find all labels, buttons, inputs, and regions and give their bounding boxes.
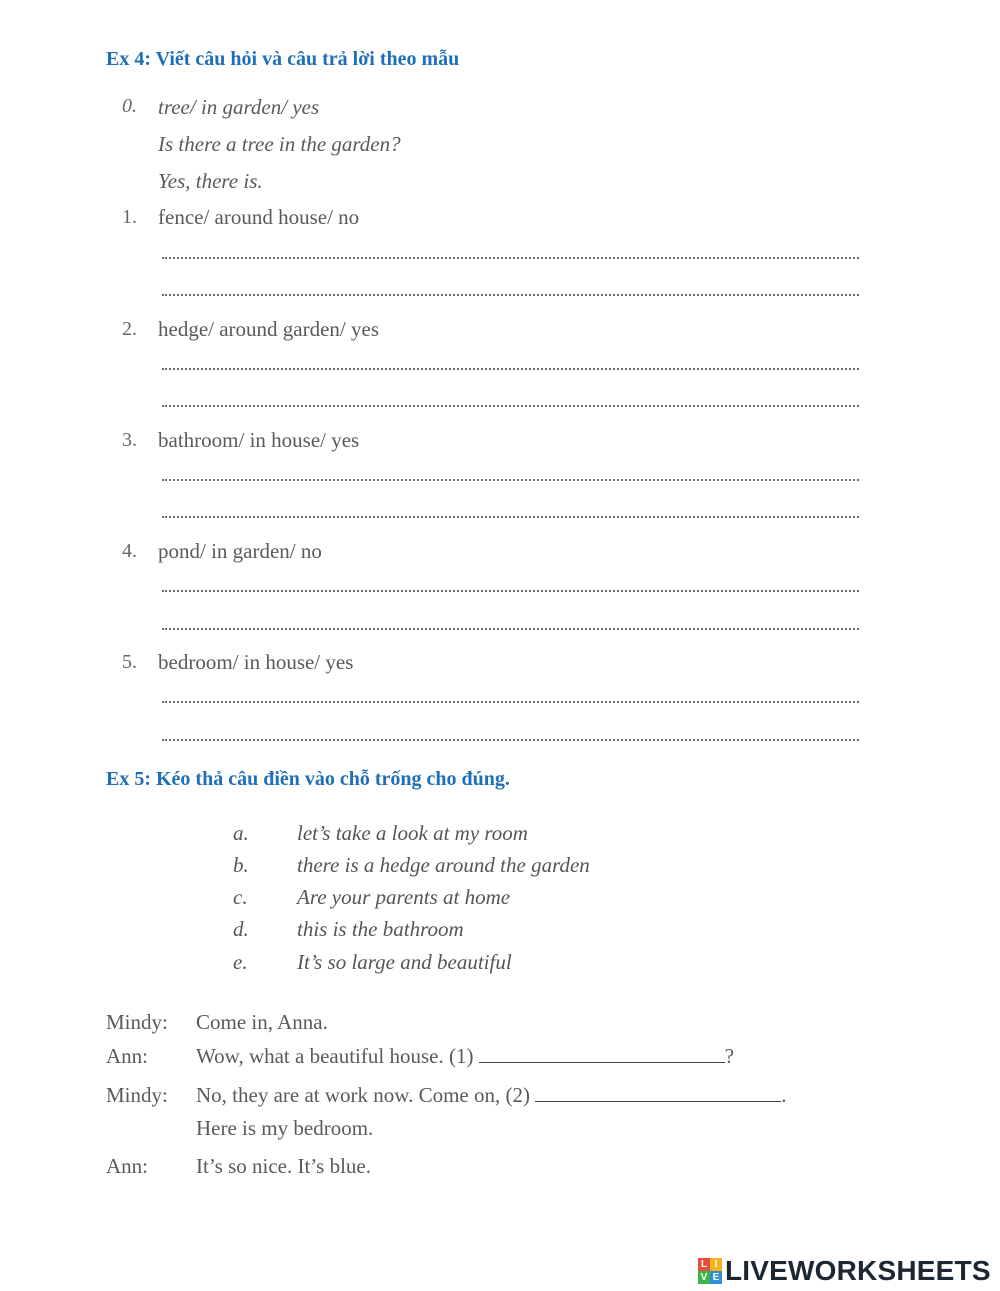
item-2-prompt: hedge/ around garden/ yes: [158, 317, 380, 341]
option-b-letter: b.: [233, 853, 249, 877]
option-a-text[interactable]: let’s take a look at my room: [297, 821, 528, 845]
option-e-text[interactable]: It’s so large and beautiful: [297, 950, 512, 974]
example-number: 0.: [122, 95, 137, 117]
logo-icon-v: V: [698, 1271, 710, 1284]
item-3-answer-line[interactable]: [162, 516, 859, 518]
logo-icon-i: I: [710, 1258, 722, 1271]
liveworksheets-logo-icon: [698, 1258, 722, 1284]
item-5-number: 5.: [122, 651, 137, 673]
example-answer: Yes, there is.: [158, 169, 263, 193]
option-b-text[interactable]: there is a hedge around the garden: [297, 853, 590, 877]
item-4-question-line[interactable]: [162, 590, 859, 592]
item-5-answer-line[interactable]: [162, 739, 859, 741]
item-4-prompt: pond/ in garden/ no: [158, 539, 322, 563]
dialogue-5-speaker: Ann:: [106, 1154, 148, 1178]
example-question: Is there a tree in the garden?: [158, 132, 401, 156]
ex4-heading: Ex 4: Viết câu hỏi và câu trả lời theo mẫu: [106, 48, 460, 70]
dialogue-2-line: [196, 1044, 734, 1069]
option-d-letter: d.: [233, 917, 249, 941]
option-e-letter: e.: [233, 950, 248, 974]
dialogue-3-line: [196, 1083, 786, 1108]
option-a-letter: a.: [233, 821, 249, 845]
blank-2-dropzone[interactable]: [535, 1083, 781, 1102]
item-5-prompt: bedroom/ in house/ yes: [158, 650, 354, 674]
item-1-answer-line[interactable]: [162, 294, 859, 296]
item-5-question-line[interactable]: [162, 701, 859, 703]
logo-icon-e: E: [710, 1271, 722, 1284]
logo-icon-l: L: [698, 1258, 710, 1271]
dialogue-5-text: It’s so nice. It’s blue.: [196, 1154, 371, 1178]
item-3-prompt: bathroom/ in house/ yes: [158, 428, 360, 452]
dialogue-1-text: Come in, Anna.: [196, 1010, 328, 1034]
example-prompt: tree/ in garden/ yes: [158, 95, 320, 119]
option-d-text[interactable]: this is the bathroom: [297, 917, 464, 941]
item-2-number: 2.: [122, 318, 137, 340]
dialogue-4-text: Here is my bedroom.: [196, 1116, 374, 1140]
item-1-question-line[interactable]: [162, 257, 859, 259]
blank-1-dropzone[interactable]: [479, 1044, 725, 1063]
dialogue-2-text: Wow, what a beautiful house. (1): [196, 1044, 474, 1068]
liveworksheets-logo: [698, 1255, 991, 1287]
item-2-question-line[interactable]: [162, 368, 859, 370]
liveworksheets-logo-text: LIVEWORKSHEETS: [725, 1255, 991, 1286]
ex5-heading: Ex 5: Kéo thả câu điền vào chỗ trống cho đúng.: [106, 768, 510, 790]
dialogue-3-speaker: Mindy:: [106, 1083, 168, 1107]
dialogue-1-speaker: Mindy:: [106, 1010, 168, 1034]
item-4-answer-line[interactable]: [162, 628, 859, 630]
item-4-number: 4.: [122, 540, 137, 562]
dialogue-3-text: No, they are at work now. Come on, (2): [196, 1083, 530, 1107]
option-c-text[interactable]: Are your parents at home: [297, 885, 511, 909]
dialogue-2-speaker: Ann:: [106, 1044, 148, 1068]
option-c-letter: c.: [233, 885, 248, 909]
item-1-prompt: fence/ around house/ no: [158, 205, 360, 229]
dialogue-2-end: ?: [724, 1044, 735, 1068]
item-3-question-line[interactable]: [162, 479, 859, 481]
item-3-number: 3.: [122, 429, 137, 451]
dialogue-3-end: .: [781, 1083, 787, 1107]
item-2-answer-line[interactable]: [162, 405, 859, 407]
item-1-number: 1.: [122, 206, 137, 228]
